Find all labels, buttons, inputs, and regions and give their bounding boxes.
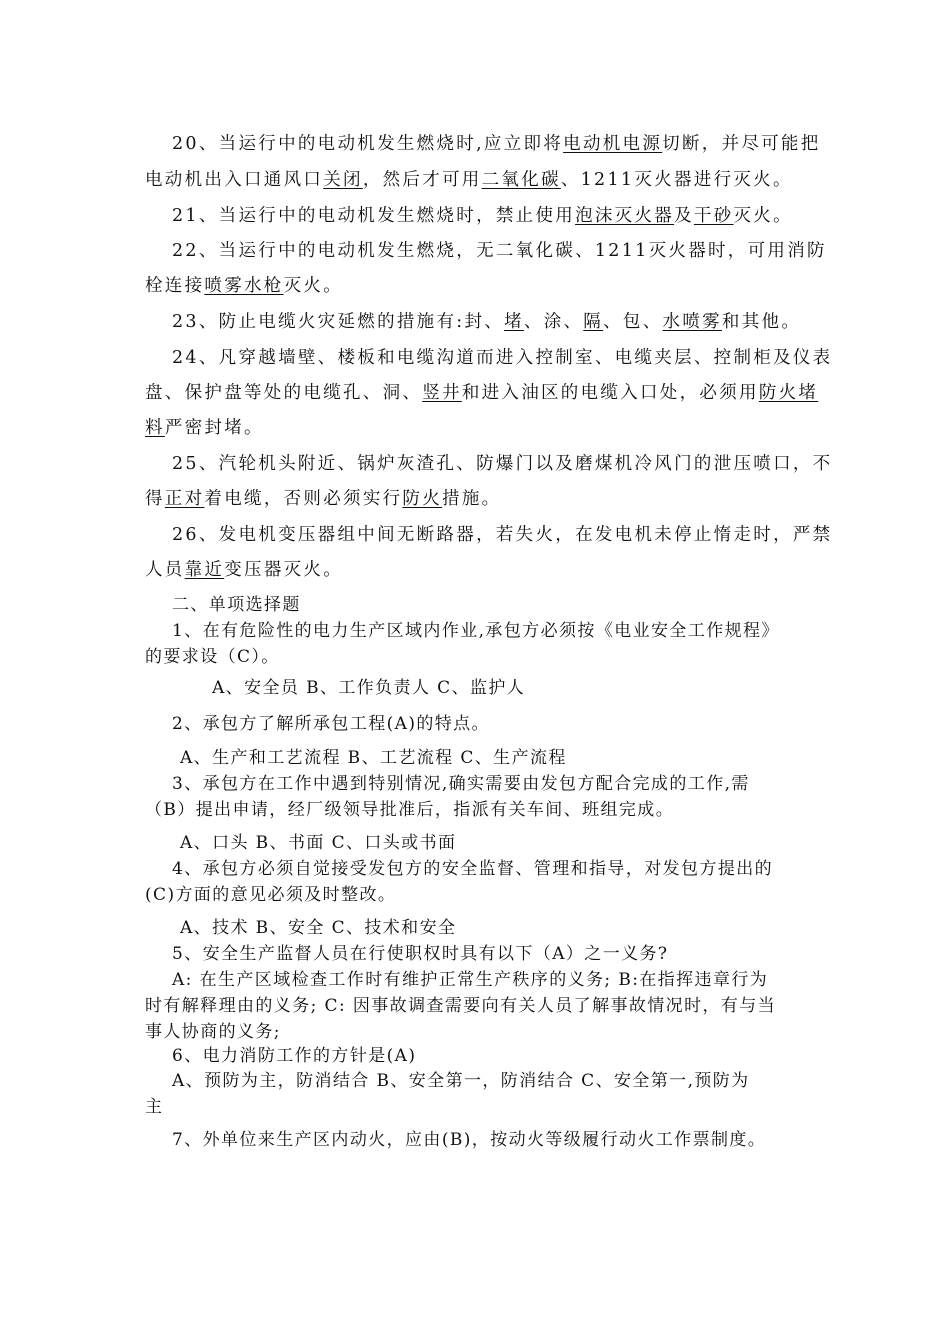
answer-underlined: 防火 xyxy=(402,489,443,509)
answer-underlined: 关闭 xyxy=(323,170,363,190)
answer-underlined: 堵 xyxy=(504,312,524,332)
question-line: 的要求设（C）。 xyxy=(145,647,280,667)
options-line: A、预防为主，防消结合 B、安全第一，防消结合 C、安全第一,预防为 xyxy=(172,1071,750,1091)
fill-line-5 xyxy=(145,275,343,297)
question-line: 1、在有危险性的电力生产区域内作业,承包方必须按《电业安全工作规程》 xyxy=(172,621,780,641)
question-line: 7、外单位来生产区内动火，应由(B)，按动火等级履行动火工作票制度。 xyxy=(172,1130,767,1150)
answer-underlined: 泡沫灭火器 xyxy=(575,206,675,226)
text-run: 人员 xyxy=(145,560,185,580)
options-line: 时有解释理由的义务; C: 因事故调查需要向有关人员了解事故情况时，有与当 xyxy=(145,996,777,1016)
fill-line-11 xyxy=(145,488,501,510)
answer-underlined: 干砂 xyxy=(693,206,734,226)
fill-line-4 xyxy=(172,240,827,262)
answer-underlined: 二氧化碳 xyxy=(481,170,561,190)
section-heading: 二、单项选择题 xyxy=(172,595,301,615)
question-line: （B）提出申请，经厂级领导批准后，指派有关车间、班组完成。 xyxy=(145,800,675,820)
text-run: 、涂、 xyxy=(523,312,584,332)
text-run: 23、防止电缆火灾延燃的措施有:封、 xyxy=(172,312,505,332)
fill-line-6 xyxy=(172,311,801,333)
answer-underlined: 防火堵 xyxy=(758,383,819,403)
text-run: 21、当运行中的电动机发生燃烧时，禁止使用 xyxy=(172,206,576,226)
text-run: 严密封堵。 xyxy=(164,418,264,438)
text-run: 灭火。 xyxy=(733,206,793,226)
answer-underlined: 隔 xyxy=(583,312,604,332)
fill-line-2 xyxy=(145,169,793,191)
text-run: 25、汽轮机头附近、锅炉灰渣孔、防爆门以及磨煤机冷风门的泄压喷口，不 xyxy=(172,454,833,474)
text-run: 切断，并尽可能把 xyxy=(662,134,821,154)
answer-underlined: 电动机电源 xyxy=(563,134,663,154)
text-run: 、包、 xyxy=(603,312,663,332)
text-run: 24、凡穿越墙壁、楼板和电缆沟道而进入控制室、电缆夹层、控制柜及仪表 xyxy=(172,348,833,368)
fill-line-1 xyxy=(172,133,821,155)
answer-underlined: 竖井 xyxy=(422,383,462,403)
text-run: 得 xyxy=(145,489,165,509)
text-run: 栓连接 xyxy=(145,276,205,296)
question-line: 6、电力消防工作的方针是(A) xyxy=(172,1046,417,1066)
text-run: 变压器灭火。 xyxy=(224,560,344,580)
answer-underlined: 水喷雾 xyxy=(662,312,722,332)
text-run: 、1211灭火器进行灭火。 xyxy=(560,170,793,190)
text-run: 电动机出入口通风口 xyxy=(145,170,324,190)
question-line: 4、承包方必须自觉接受发包方的安全监督、管理和指导，对发包方提出的 xyxy=(172,859,774,879)
question-line: 3、承包方在工作中遇到特别情况,确实需要由发包方配合完成的工作,需 xyxy=(172,774,750,794)
text-run: 盘、保护盘等处的电缆孔、洞、 xyxy=(145,383,423,403)
text-run: ，然后才可用 xyxy=(362,170,482,190)
fill-line-7 xyxy=(172,347,832,369)
fill-line-8 xyxy=(145,382,818,404)
text-run: 22、当运行中的电动机发生燃烧，无二氧化碳、1211灭火器时，可用消防 xyxy=(172,241,827,261)
text-run: 26、发电机变压器组中间无断路器，若失火，在发电机未停止惰走时，严禁 xyxy=(172,525,833,545)
answer-underlined: 靠近 xyxy=(184,560,225,580)
text-run: 和进入油区的电缆入口处，必须用 xyxy=(461,383,759,403)
fill-line-12 xyxy=(172,524,832,546)
options-line: A、技术 B、安全 C、技术和安全 xyxy=(180,918,457,938)
options-line: A、安全员 B、工作负责人 C、监护人 xyxy=(212,678,526,698)
question-line: 2、承包方了解所承包工程(A)的特点。 xyxy=(172,714,490,734)
fill-line-3 xyxy=(172,205,793,227)
answer-underlined: 喷雾水枪 xyxy=(204,276,284,296)
options-line: A、生产和工艺流程 B、工艺流程 C、生产流程 xyxy=(180,748,567,768)
question-line: (C)方面的意见必须及时整改。 xyxy=(145,885,397,905)
question-line: 5、安全生产监督人员在行使职权时具有以下（A）之一义务? xyxy=(172,944,669,964)
text-run: 及 xyxy=(674,206,694,226)
fill-line-13 xyxy=(145,559,343,581)
text-run: 着电缆，否则必须实行 xyxy=(204,489,403,509)
options-line: 主 xyxy=(145,1097,164,1117)
text-run: 灭火。 xyxy=(283,276,344,296)
options-line: A、口头 B、书面 C、口头或书面 xyxy=(180,833,457,853)
options-line: A: 在生产区域检查工作时有维护正常生产秩序的义务; B:在指挥违章行为 xyxy=(172,970,769,990)
text-run: 20、当运行中的电动机发生燃烧时,应立即将 xyxy=(172,134,564,154)
answer-underlined: 正对 xyxy=(164,489,205,509)
fill-line-10 xyxy=(172,453,832,475)
text-run: 措施。 xyxy=(442,489,502,509)
options-line: 事人协商的义务; xyxy=(145,1022,281,1042)
fill-line-9 xyxy=(145,417,264,439)
text-run: 和其他。 xyxy=(721,312,802,332)
answer-underlined: 料 xyxy=(145,418,165,438)
